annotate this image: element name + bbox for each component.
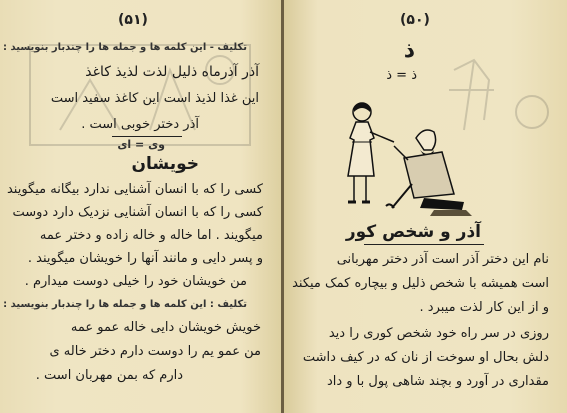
spelling-rule: وی = ای <box>117 138 165 151</box>
page-number: (۵۱) <box>118 12 148 28</box>
story-line: نام این دختر آذر است آذر دختر مهربانی <box>336 252 549 267</box>
paragraph-line: من خویشان خود را خیلی دوست میدارم . <box>24 274 247 289</box>
caption-rule <box>364 244 484 245</box>
illustration-caption: آذر و شخص کور <box>345 222 481 242</box>
word-practice-line: من عمو یم را دوست دارم دختر خاله ی <box>49 344 261 359</box>
word-practice-line: آذر آذرماه ذلیل لذت لذیذ کاغذ <box>85 64 259 80</box>
letter-forms: ذ = ذ <box>386 68 417 83</box>
word-practice-line: این غذا لذیذ است این کاغذ سفید است <box>50 91 259 106</box>
section-title: خویشان <box>131 154 199 174</box>
story-line: است همیشه با شخص ذلیل و بیچاره کمک میکند <box>292 276 549 291</box>
divider <box>112 136 182 137</box>
story-line: و از این کار لذت میبرد . <box>419 300 549 315</box>
left-page <box>0 0 283 413</box>
page-number: (۵۰) <box>400 12 430 28</box>
story-line: روزی در سر راه خود شخص کوری را دید <box>328 326 549 341</box>
paragraph-line: کسی را که با انسان آشنایی نزدیک دارد دوست <box>12 205 263 220</box>
paragraph-line: کسی را که با انسان آشنایی ندارد بیگانه میگویند <box>6 182 263 197</box>
sentence-line: آذر دختر خوبی است . <box>81 117 199 132</box>
word-practice-line: خویش خویشان دایی خاله عمو عمه <box>70 320 261 335</box>
word-practice-line: دارم که بمن مهربان است . <box>35 368 183 383</box>
lesson-letter: ذ <box>403 38 415 63</box>
story-line: مقداری در آورد و بچند شاهی پول با و داد <box>326 374 549 389</box>
exercise-instruction: تکلیف : این کلمه ها و جمله ها را چندبار بنویسید : <box>3 299 247 310</box>
right-page <box>284 0 567 413</box>
paragraph-line: و پسر دایی و مانند آنها را خویشان میگویند . <box>27 251 263 266</box>
exercise-instruction: تکلیف - این کلمه ها و جمله ها را چندبار بنویسید : <box>3 42 247 53</box>
story-line: دلش بحال او سوخت از نان که در کیف داشت <box>302 350 549 365</box>
girl-and-blind-man-illustration <box>334 98 484 218</box>
paragraph-line: میگویند . اما خاله و خاله زاده و دختر عمه <box>39 228 263 243</box>
